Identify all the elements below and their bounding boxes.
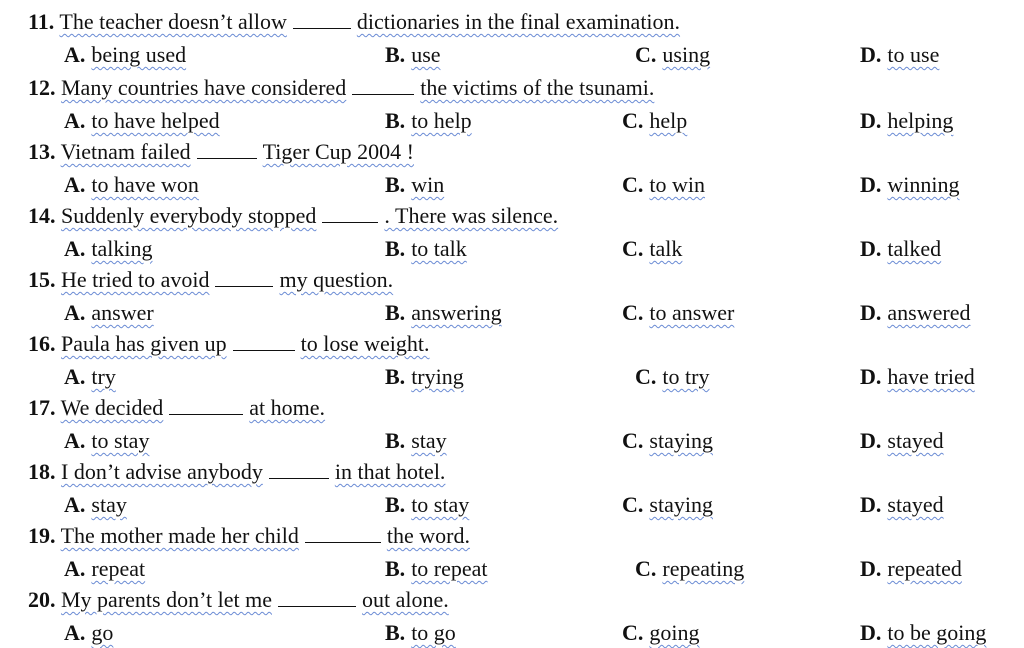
option-c[interactable] <box>622 619 700 647</box>
option-letter: D. <box>860 492 882 517</box>
answer-blank <box>197 140 257 159</box>
option-text: repeated <box>887 556 962 581</box>
option-letter: C. <box>635 364 657 389</box>
option-b[interactable] <box>385 299 502 327</box>
option-letter: C. <box>635 42 657 67</box>
question-stem-before: Many countries have considered <box>61 75 347 100</box>
question-stem-before: Paula has given up <box>61 331 227 356</box>
options-row <box>0 427 1024 455</box>
option-d[interactable] <box>860 491 944 519</box>
option-c[interactable] <box>635 41 710 69</box>
option-text: have tried <box>887 364 975 389</box>
question-18 <box>28 458 445 486</box>
option-letter: D. <box>860 556 882 581</box>
question-stem-before: Suddenly everybody stopped <box>61 203 317 228</box>
question-stem-before: He tried to avoid <box>61 267 210 292</box>
option-letter: A. <box>64 172 86 197</box>
option-text: to talk <box>411 236 467 261</box>
option-letter: B. <box>385 364 406 389</box>
question-number: 19. <box>28 523 56 548</box>
option-letter: A. <box>64 556 86 581</box>
option-text: stay <box>91 492 127 517</box>
option-letter: D. <box>860 300 882 325</box>
option-text: go <box>91 620 114 645</box>
options-row <box>0 107 1024 135</box>
option-letter: B. <box>385 620 406 645</box>
option-text: win <box>411 172 445 197</box>
option-d[interactable] <box>860 555 962 583</box>
option-letter: D. <box>860 42 882 67</box>
option-text: to have won <box>91 172 199 197</box>
answer-blank <box>169 396 243 415</box>
option-b[interactable] <box>385 619 456 647</box>
option-d[interactable] <box>860 363 975 391</box>
option-text: talked <box>887 236 942 261</box>
option-d[interactable] <box>860 299 970 327</box>
option-d[interactable] <box>860 41 939 69</box>
question-12 <box>28 74 654 102</box>
option-c[interactable] <box>635 555 744 583</box>
option-text: to have helped <box>91 108 220 133</box>
option-letter: B. <box>385 492 406 517</box>
question-stem-after: dictionaries in the final examination. <box>356 9 681 34</box>
option-c[interactable] <box>622 491 713 519</box>
question-number: 15. <box>28 267 56 292</box>
option-b[interactable] <box>385 41 441 69</box>
question-number: 12. <box>28 75 56 100</box>
option-letter: C. <box>622 172 644 197</box>
option-c[interactable] <box>622 299 734 327</box>
question-stem-after: Tiger Cup 2004 ! <box>262 139 414 164</box>
option-text: trying <box>411 364 464 389</box>
option-text: staying <box>649 492 713 517</box>
question-stem-before: The mother made her child <box>60 523 299 548</box>
option-a[interactable] <box>64 619 113 647</box>
option-text: repeat <box>91 556 146 581</box>
option-text: answering <box>411 300 502 325</box>
option-text: use <box>411 42 441 67</box>
question-19 <box>28 522 470 550</box>
question-number: 11. <box>28 9 55 34</box>
option-text: going <box>649 620 700 645</box>
options-row <box>0 555 1024 583</box>
option-letter: B. <box>385 556 406 581</box>
option-letter: D. <box>860 172 882 197</box>
option-letter: A. <box>64 42 86 67</box>
option-letter: D. <box>860 364 882 389</box>
option-d[interactable] <box>860 107 953 135</box>
option-letter: D. <box>860 236 882 261</box>
option-d[interactable] <box>860 619 986 647</box>
option-b[interactable] <box>385 107 472 135</box>
option-text: help <box>649 108 688 133</box>
option-b[interactable] <box>385 235 467 263</box>
options-row <box>0 299 1024 327</box>
question-stem-before: My parents don’t let me <box>61 587 272 612</box>
question-stem-before: We decided <box>60 395 164 420</box>
option-letter: A. <box>64 620 86 645</box>
option-text: staying <box>649 428 713 453</box>
question-17 <box>28 394 325 422</box>
option-letter: B. <box>385 108 406 133</box>
option-c[interactable] <box>622 427 713 455</box>
option-a[interactable] <box>64 171 199 199</box>
answer-blank <box>293 10 351 29</box>
question-number: 17. <box>28 395 56 420</box>
option-text: to be going <box>887 620 987 645</box>
question-stem-after: at home. <box>249 395 326 420</box>
answer-blank <box>322 204 378 223</box>
option-text: talking <box>91 236 153 261</box>
option-letter: C. <box>622 236 644 261</box>
option-text: to help <box>411 108 472 133</box>
option-text: answer <box>91 300 154 325</box>
option-text: to use <box>887 42 940 67</box>
option-a[interactable] <box>64 427 149 455</box>
option-text: to answer <box>649 300 735 325</box>
options-row <box>0 171 1024 199</box>
question-number: 20. <box>28 587 56 612</box>
option-text: helping <box>887 108 954 133</box>
option-c[interactable] <box>622 235 682 263</box>
question-stem-after: . There was silence. <box>384 203 559 228</box>
option-letter: A. <box>64 300 86 325</box>
option-a[interactable] <box>64 41 186 69</box>
question-stem-after: my question. <box>279 267 394 292</box>
answer-blank <box>215 268 273 287</box>
option-b[interactable] <box>385 427 447 455</box>
question-16 <box>28 330 430 358</box>
options-row <box>0 41 1024 69</box>
answer-blank <box>269 460 329 479</box>
question-stem-before: I don’t advise anybody <box>61 459 263 484</box>
answer-blank <box>278 588 356 607</box>
options-row <box>0 619 1024 647</box>
question-14 <box>28 202 558 230</box>
option-text: being used <box>91 42 187 67</box>
option-text: try <box>91 364 116 389</box>
question-stem-after: in that hotel. <box>334 459 446 484</box>
option-text: to try <box>662 364 710 389</box>
option-a[interactable] <box>64 107 220 135</box>
question-stem-before: The teacher doesn’t allow <box>59 9 287 34</box>
question-number: 14. <box>28 203 56 228</box>
option-text: to stay <box>411 492 470 517</box>
question-stem-after: out alone. <box>362 587 449 612</box>
option-text: stayed <box>887 492 944 517</box>
option-a[interactable] <box>64 555 145 583</box>
question-number: 16. <box>28 331 56 356</box>
option-text: to repeat <box>411 556 488 581</box>
option-text: using <box>662 42 711 67</box>
option-letter: B. <box>385 300 406 325</box>
option-letter: C. <box>622 300 644 325</box>
option-c[interactable] <box>622 171 705 199</box>
question-number: 13. <box>28 139 56 164</box>
option-a[interactable] <box>64 299 154 327</box>
option-letter: D. <box>860 620 882 645</box>
option-text: stay <box>411 428 447 453</box>
question-11 <box>28 8 680 36</box>
option-d[interactable] <box>860 235 941 263</box>
question-number: 18. <box>28 459 56 484</box>
option-c[interactable] <box>622 107 687 135</box>
question-15 <box>28 266 393 294</box>
options-row <box>0 491 1024 519</box>
answer-blank <box>305 524 381 543</box>
option-letter: C. <box>635 556 657 581</box>
option-text: repeating <box>662 556 745 581</box>
option-letter: C. <box>622 492 644 517</box>
option-letter: A. <box>64 492 86 517</box>
option-letter: C. <box>622 620 644 645</box>
question-20 <box>28 586 449 614</box>
question-stem-before: Vietnam failed <box>60 139 191 164</box>
option-letter: B. <box>385 236 406 261</box>
option-letter: A. <box>64 428 86 453</box>
option-letter: B. <box>385 172 406 197</box>
question-stem-after: the word. <box>386 523 470 548</box>
option-letter: D. <box>860 108 882 133</box>
question-stem-after: to lose weight. <box>300 331 430 356</box>
option-letter: C. <box>622 428 644 453</box>
option-letter: A. <box>64 108 86 133</box>
option-b[interactable] <box>385 555 488 583</box>
answer-blank <box>233 332 295 351</box>
option-a[interactable] <box>64 363 116 391</box>
question-13 <box>28 138 414 166</box>
option-b[interactable] <box>385 491 469 519</box>
option-letter: B. <box>385 42 406 67</box>
option-text: talk <box>649 236 683 261</box>
option-b[interactable] <box>385 363 464 391</box>
options-row <box>0 363 1024 391</box>
option-d[interactable] <box>860 171 960 199</box>
option-b[interactable] <box>385 171 444 199</box>
option-d[interactable] <box>860 427 944 455</box>
option-text: winning <box>887 172 960 197</box>
option-letter: D. <box>860 428 882 453</box>
option-text: stayed <box>887 428 944 453</box>
option-letter: A. <box>64 236 86 261</box>
option-letter: A. <box>64 364 86 389</box>
question-stem-after: the victims of the tsunami. <box>420 75 655 100</box>
option-text: to win <box>649 172 706 197</box>
option-a[interactable] <box>64 491 127 519</box>
option-a[interactable] <box>64 235 153 263</box>
option-text: to stay <box>91 428 150 453</box>
options-row <box>0 235 1024 263</box>
option-letter: C. <box>622 108 644 133</box>
option-text: answered <box>887 300 971 325</box>
option-c[interactable] <box>635 363 709 391</box>
option-letter: B. <box>385 428 406 453</box>
answer-blank <box>352 76 414 95</box>
option-text: to go <box>411 620 456 645</box>
